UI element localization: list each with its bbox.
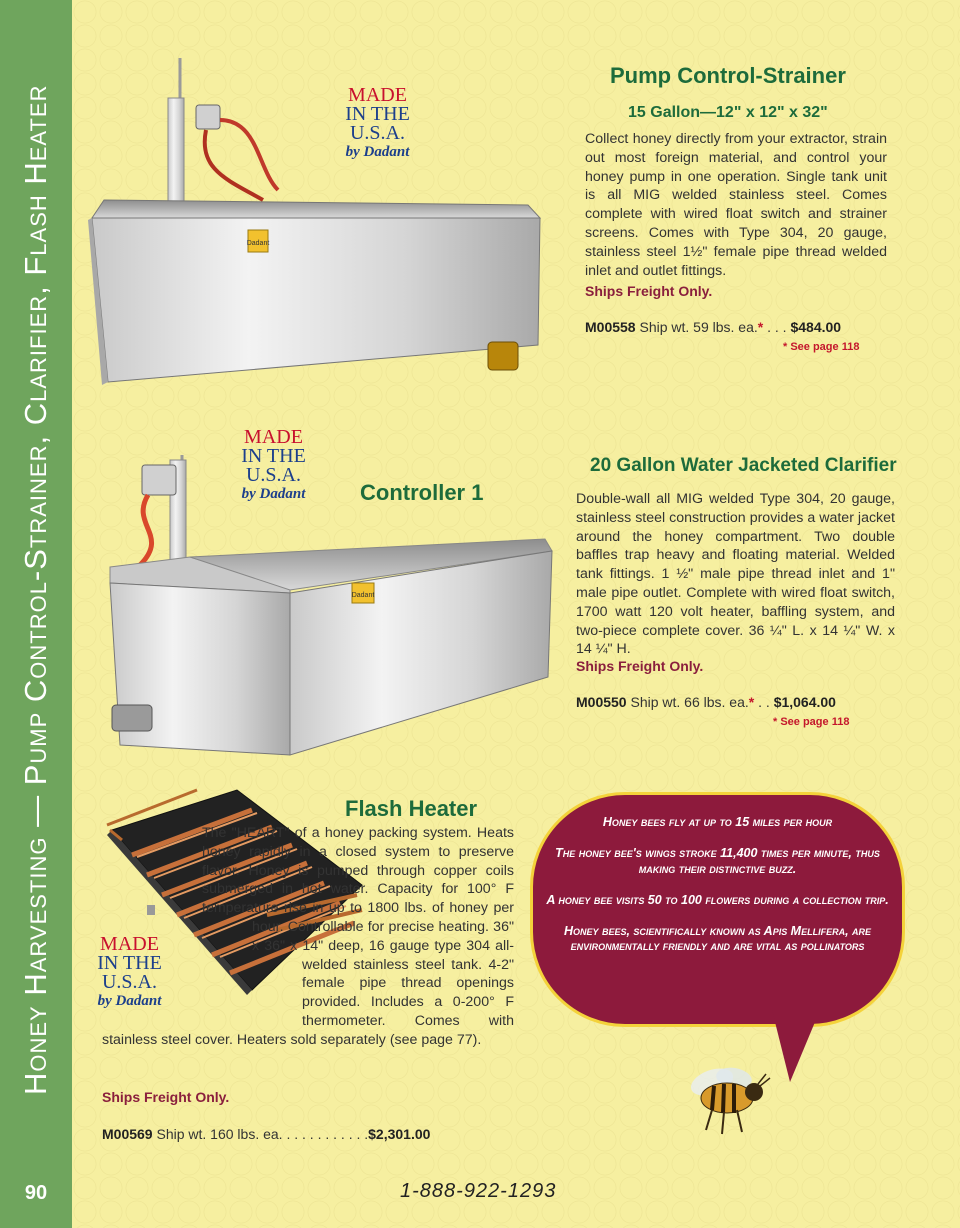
clarifier-see-page: * See page 118 [773, 716, 850, 728]
made-in-usa-badge-2 [226, 428, 321, 504]
tank-brand-label: Dadant [246, 240, 270, 247]
clarifier-description: Double-wall all MIG welded Type 304, 20 gauge, stainless steel construction provides a water jacket around the honey compartment. Two double baffles trap heavy and floating material. Welded tank fittings. 1 ½" male pipe thread inlet and 1" male pipe outlet. Complete with wired float switch, 1700 watt 120 volt heater, baffling system, and two-piece complete cover. 36 ¼" L. x 14 ¼" W. x 14 ¼" H. [576, 491, 895, 658]
fact-item: Honey bees, scientifically known as Apis Mellifera, are environmentally friendly and are vital as pollinators [563, 923, 872, 953]
by-dadant-text: by Dadant [345, 144, 410, 160]
usa-text: U.S.A. [245, 464, 301, 486]
by-dadant-text: by Dadant [97, 993, 162, 1009]
item-code: M00550 [576, 694, 627, 710]
price: $2,301.00 [368, 1126, 431, 1142]
usa-text: U.S.A. [101, 971, 157, 993]
made-text: MADE [348, 84, 407, 106]
price: $1,064.00 [773, 694, 836, 710]
controller-label: Controller 1 [360, 480, 484, 505]
made-text: MADE [244, 426, 303, 448]
clarifier-title: 20 Gallon Water Jacketed Clarifier [590, 455, 897, 476]
flash-heater-description [102, 824, 514, 1050]
strainer-description: Collect honey directly from your extractor, strain out most foreign material, and control your honey pump in one operation. Single tank unit is all MIG welded stainless steel. Comes complete with wired float switch and strainer screens. Comes with Type 304, 20 gauge, stainless steel 1½" female pipe thread welded inlet and outlet fittings. [585, 131, 887, 279]
clarifier-price-line [576, 694, 836, 710]
phone-number: 1-888-922-1293 [400, 1180, 557, 1202]
strainer-subtitle: 15 Gallon—12" x 12" x 32" [628, 104, 828, 121]
strainer-see-page: * See page 118 [783, 341, 860, 353]
bubble-tail [772, 1010, 820, 1082]
item-code: M00569 [102, 1126, 153, 1142]
asterisk: * [748, 694, 755, 710]
flash-heater-freight-note: Ships Freight Only. [102, 1089, 230, 1105]
in-the-text: IN THE [345, 103, 410, 125]
fact-item: A honey bee visits 50 to 100 flowers during a collection trip. [546, 892, 889, 907]
ship-weight: Ship wt. 59 lbs. ea. [639, 319, 758, 335]
leader-dots: . . [758, 694, 770, 710]
asterisk: * [757, 319, 764, 335]
honey-bee-icon [682, 1060, 774, 1138]
ship-weight: Ship wt. 160 lbs. ea. [156, 1126, 283, 1142]
page-number: 90 [24, 1182, 48, 1204]
flash-heater-title: Flash Heater [345, 796, 478, 821]
price: $484.00 [790, 319, 842, 335]
in-the-text: IN THE [241, 445, 306, 467]
bee-facts-list [540, 815, 895, 970]
fact-item: The honey bee's wings stroke 11,400 times per minute, thus making their distinctive buzz. [555, 846, 880, 876]
strainer-title: Pump Control-Strainer [610, 63, 846, 88]
flash-heater-description-text: The "HEART" of a honey packing system. Heats honey rapidly in a closed system to preserve flavor. Honey is pumped through copper coils submerged in hot water. Capacity for 100° F temperature rise in up to 1800 lbs. of honey per hour. Controllable for precise heating. 36" x 36" x 14" deep, 16 gauge type 304 all-welded stainless steel tank. 4-2" female pipe thread openings provided. Includes a 0-200° F thermometer. Comes with stainless steel cover. Heaters sold separately (see page 77). [102, 825, 514, 1048]
leader-dots: . . . . . . . . . . . [286, 1126, 369, 1142]
strainer-freight-note: Ships Freight Only. [585, 283, 713, 299]
usa-text: U.S.A. [349, 122, 405, 144]
sidebar [0, 0, 72, 1228]
strainer-price-line [585, 319, 841, 335]
made-in-usa-badge-1 [330, 86, 425, 162]
ship-weight: Ship wt. 66 lbs. ea. [630, 694, 749, 710]
made-text: MADE [100, 933, 159, 955]
in-the-text: IN THE [97, 952, 162, 974]
tank-brand-label: Dadant [351, 592, 375, 599]
section-title: Honey Harvesting — Pump Control-Strainer, Clarifier, Flash Heater [18, 84, 53, 1095]
clarifier-freight-note: Ships Freight Only. [576, 658, 704, 674]
fact-item: Honey bees fly at up to 15 miles per hour [602, 815, 833, 829]
item-code: M00558 [585, 319, 636, 335]
clarifier-tank-image [100, 455, 560, 760]
flash-heater-price-line [102, 1126, 430, 1142]
leader-dots: . . . [767, 319, 787, 335]
strainer-tank-image [88, 50, 548, 395]
by-dadant-text: by Dadant [241, 486, 306, 502]
